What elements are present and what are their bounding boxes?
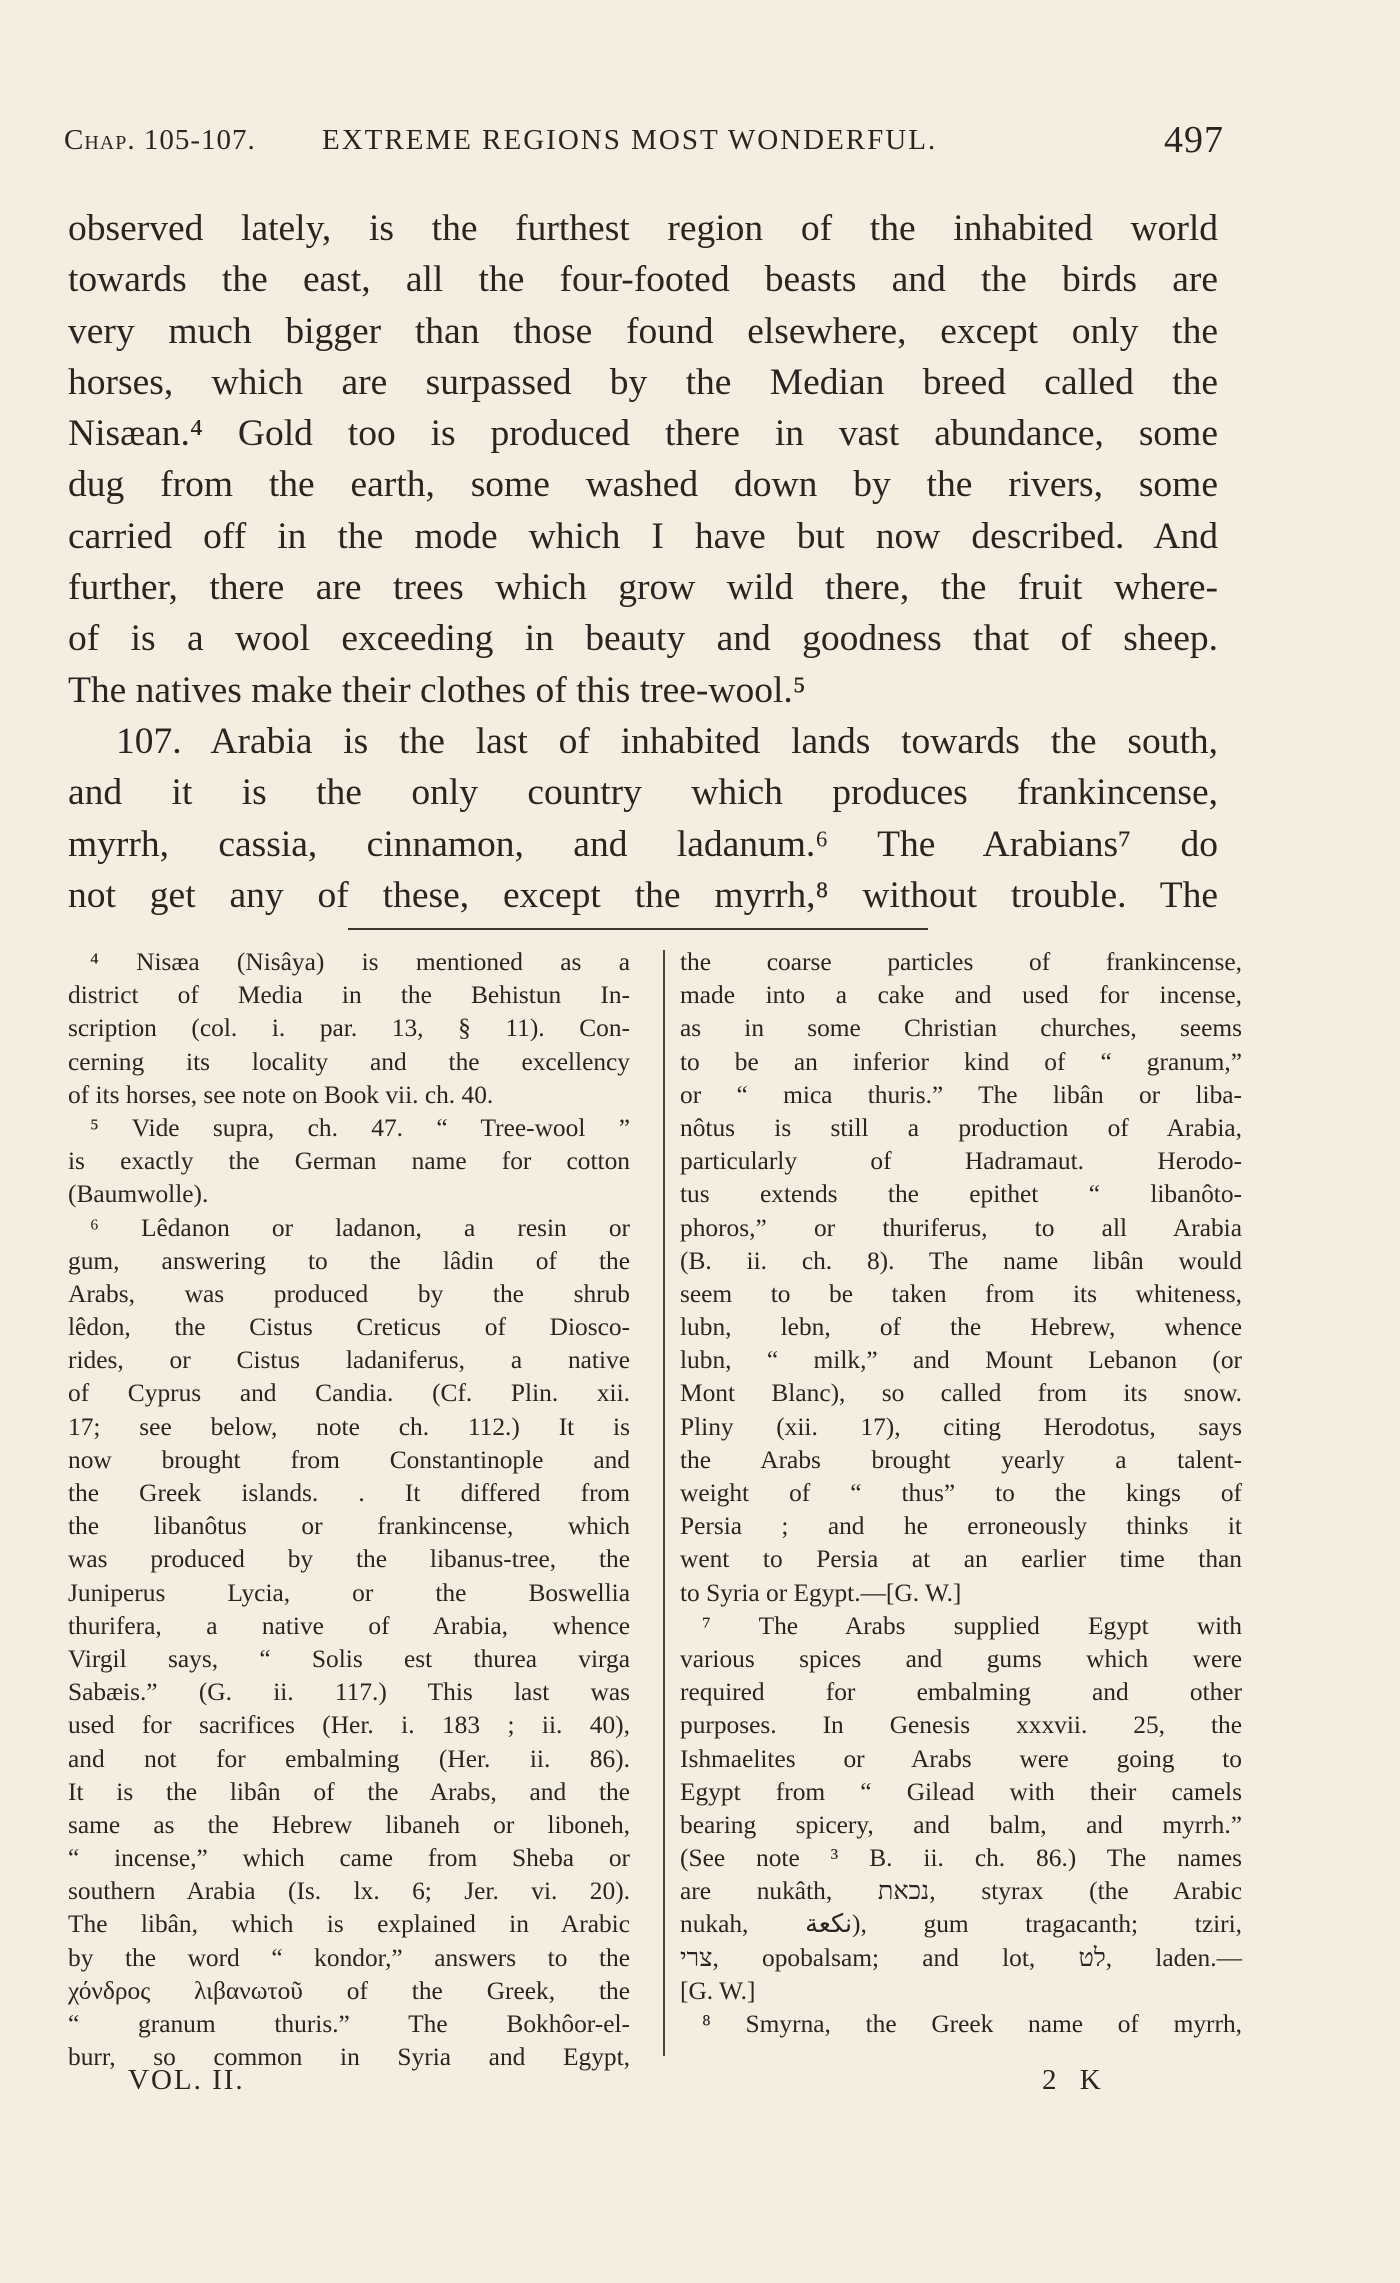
- footnote-line: ⁵ Vide supra, ch. 47. “ Tree-wool ”: [90, 1113, 630, 1142]
- text-line: horses, which are surpassed by the Median breed called the: [68, 361, 1218, 403]
- footnote-line: tus extends the epithet “ libanôto-: [680, 1180, 1242, 1209]
- footnote-line: ⁴ Nisæa (Nisâya) is mentioned as a: [90, 948, 630, 976]
- footnote-line: phoros,” or thuriferus, to all Arabia: [680, 1213, 1242, 1242]
- footnote-line: thurifera, a native of Arabia, whence: [68, 1611, 630, 1640]
- footnote-line: and not for embalming (Her. ii. 86).: [68, 1744, 630, 1773]
- footnote-line: are nukâth, נכאת, styrax (the Arabic: [680, 1877, 1242, 1906]
- footnote-line: cerning its locality and the excellency: [68, 1047, 630, 1076]
- footnote-line: various spices and gums which were: [680, 1644, 1242, 1673]
- footnote-line: Persia ; and he erroneously thinks it: [680, 1512, 1242, 1541]
- footnote-line: required for embalming and other: [680, 1678, 1242, 1707]
- footnote-line: 17; see below, note ch. 112.) It is: [68, 1412, 630, 1441]
- footnote-line: Pliny (xii. 17), citing Herodotus, says: [680, 1412, 1242, 1441]
- footnote-line: or “ mica thuris.” The libân or liba-: [680, 1080, 1242, 1109]
- footnote-line: gum, answering to the lâdin of the: [68, 1246, 630, 1275]
- footnote-line: Mont Blanc), so called from its snow.: [680, 1379, 1242, 1408]
- footnote-line: (B. ii. ch. 8). The name libân would: [680, 1246, 1242, 1275]
- footnote-line: particularly of Hadramaut. Herodo-: [680, 1147, 1242, 1176]
- footnote-line: to be an inferior kind of “ granum,”: [680, 1047, 1242, 1076]
- footnote-line: It is the libân of the Arabs, and the: [68, 1777, 630, 1806]
- footnote-line: used for sacrifices (Her. i. 183 ; ii. 40),: [68, 1711, 630, 1740]
- footnote-line: lubn, lebn, of the Hebrew, whence: [680, 1313, 1242, 1342]
- volume-label: VOL. II.: [128, 2064, 245, 2096]
- footnote-line: (Baumwolle).: [68, 1180, 209, 1209]
- footnote-line: district of Media in the Behistun In-: [68, 981, 630, 1010]
- page-number: 497: [1164, 119, 1224, 161]
- text-line: not get any of these, except the myrrh,⁸ without trouble. The: [68, 874, 1218, 916]
- text-line: very much bigger than those found elsewhere, except only the: [68, 310, 1218, 352]
- footnote-line: is exactly the German name for cotton: [68, 1147, 630, 1176]
- footnote-line: to Syria or Egypt.—[G. W.]: [680, 1578, 962, 1607]
- footnote-line: of Cyprus and Candia. (Cf. Plin. xii.: [68, 1379, 630, 1408]
- footnote-separator: [348, 928, 928, 930]
- footnote-line: ⁶ Lêdanon or ladanon, a resin or: [90, 1213, 630, 1242]
- footnotes-left-column: [68, 946, 630, 2074]
- footnote-line: scription (col. i. par. 13, § 11). Con-: [68, 1014, 630, 1043]
- footnote-line: made into a cake and used for incense,: [680, 981, 1242, 1010]
- footnote-line: as in some Christian churches, seems: [680, 1014, 1242, 1043]
- footnote-line: of its horses, see note on Book vii. ch. 40.: [68, 1080, 494, 1109]
- text-line: observed lately, is the furthest region of the inhabited world: [68, 208, 1218, 249]
- footnote-line: the libanôtus or frankincense, which: [68, 1512, 630, 1541]
- footnote-line: The libân, which is explained in Arabic: [68, 1910, 630, 1939]
- footnote-line: went to Persia at an earlier time than: [680, 1545, 1242, 1574]
- footnote-line: [G. W.]: [680, 1976, 756, 2005]
- footnote-line: Juniperus Lycia, or the Boswellia: [68, 1578, 630, 1607]
- footnote-line: nukah, نكعة), gum tragacanth; tziri,: [680, 1910, 1242, 1939]
- footnote-line: the Arabs brought yearly a talent-: [680, 1445, 1242, 1474]
- footnote-line: lêdon, the Cistus Creticus of Diosco-: [68, 1313, 630, 1342]
- footnote-line: nôtus is still a production of Arabia,: [680, 1113, 1242, 1142]
- footnote-line: “ incense,” which came from Sheba or: [68, 1844, 630, 1873]
- footnote-line: “ granum thuris.” The Bokhôor-el-: [68, 2010, 630, 2038]
- running-title: EXTREME REGIONS MOST WONDERFUL.: [322, 124, 938, 156]
- footnote-line: Egypt from “ Gilead with their camels: [680, 1777, 1242, 1806]
- footnote-line: the coarse particles of frankincense,: [680, 948, 1242, 976]
- text-line: further, there are trees which grow wild there, the fruit where-: [68, 567, 1218, 609]
- footnote-line: Ishmaelites or Arabs were going to: [680, 1744, 1242, 1773]
- footnote-line: bearing spicery, and balm, and myrrh.”: [680, 1810, 1242, 1839]
- footnote-line: צרי, opobalsam; and lot, לט, laden.—: [680, 1943, 1242, 1972]
- footnotes-right-column: [680, 946, 1242, 2041]
- footnote-line: seem to be taken from its whiteness,: [680, 1279, 1242, 1308]
- footnote-line: (See note ³ B. ii. ch. 86.) The names: [680, 1844, 1242, 1873]
- footnote-line: same as the Hebrew libaneh or liboneh,: [68, 1810, 630, 1839]
- chapter-reference: Chap. 105-107.: [64, 124, 256, 156]
- footnote-line: χόνδρος λιβανωτοῦ of the Greek, the: [68, 1976, 630, 2005]
- footnote-line: was produced by the libanus-tree, the: [68, 1545, 630, 1574]
- text-line: The natives make their clothes of this tree-wool.⁵: [68, 669, 806, 711]
- main-text: [68, 203, 1218, 921]
- footnote-line: ⁸ Smyrna, the Greek name of myrrh,: [702, 2010, 1242, 2038]
- text-line: myrrh, cassia, cinnamon, and ladanum.⁶ The Arabians⁷ do: [68, 823, 1218, 865]
- running-head: [64, 118, 1224, 162]
- text-line: towards the east, all the four-footed beasts and the birds are: [68, 259, 1218, 301]
- column-divider: [663, 950, 665, 2056]
- footnote-line: rides, or Cistus ladaniferus, a native: [68, 1346, 630, 1375]
- footnote-line: southern Arabia (Is. lx. 6; Jer. vi. 20).: [68, 1877, 630, 1906]
- signature-mark: 2 K: [1042, 2064, 1109, 2096]
- footnote-line: lubn, “ milk,” and Mount Lebanon (or: [680, 1346, 1242, 1375]
- footnote-line: by the word “ kondor,” answers to the: [68, 1943, 630, 1972]
- footnote-line: burr, so common in Syria and Egypt,: [68, 2043, 630, 2072]
- footnote-line: the Greek islands. . It differed from: [68, 1479, 630, 1507]
- text-line: dug from the earth, some washed down by the rivers, some: [68, 464, 1218, 506]
- text-line: Nisæan.⁴ Gold too is produced there in vast abundance, some: [68, 413, 1218, 455]
- footnote-line: ⁷ The Arabs supplied Egypt with: [702, 1611, 1242, 1640]
- footnote-line: purposes. In Genesis xxxvii. 25, the: [680, 1711, 1242, 1740]
- text-line: and it is the only country which produces frankincense,: [68, 772, 1218, 814]
- footnote-line: Virgil says, “ Solis est thurea virga: [68, 1644, 630, 1673]
- footnote-line: Sabæis.” (G. ii. 117.) This last was: [68, 1678, 630, 1707]
- footnote-line: now brought from Constantinople and: [68, 1445, 630, 1474]
- footnote-line: Arabs, was produced by the shrub: [68, 1279, 630, 1308]
- text-line: 107. Arabia is the last of inhabited lands towards the south,: [116, 720, 1218, 762]
- text-line: carried off in the mode which I have but now described. And: [68, 515, 1218, 557]
- footnote-line: weight of “ thus” to the kings of: [680, 1479, 1242, 1507]
- text-line: of is a wool exceeding in beauty and goodness that of sheep.: [68, 618, 1218, 660]
